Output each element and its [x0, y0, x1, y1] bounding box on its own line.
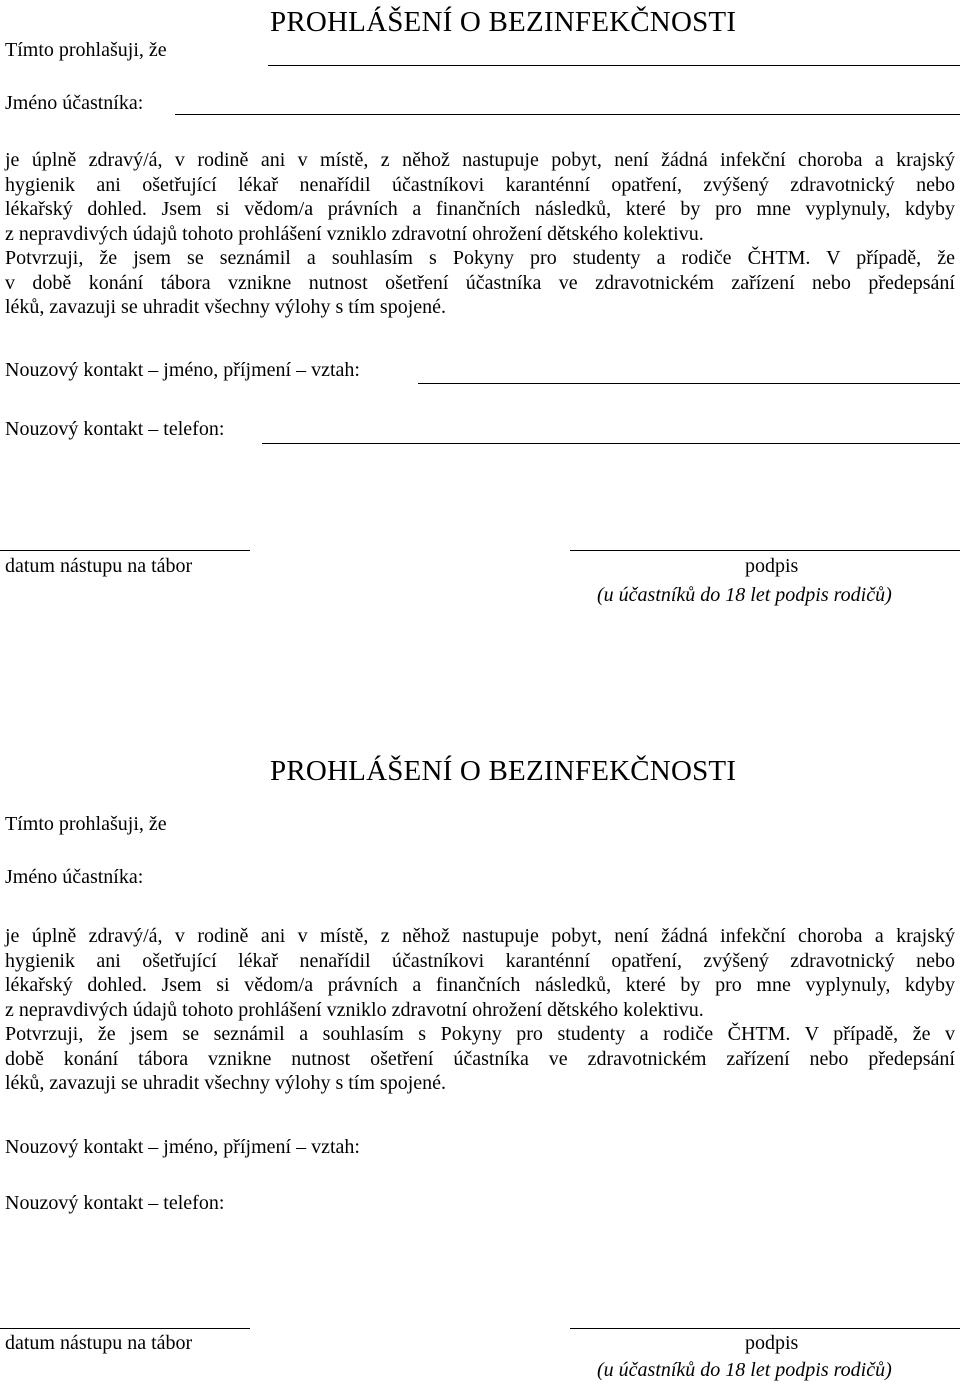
declaration-line: léků, zavazuji se uhradit všechny výlohy s tím spojené.: [5, 296, 447, 318]
declaration-line: Potvrzuji, že jsem se seznámil a souhlasím s Pokyny pro studenty a rodiče ČHTM. V případě, že: [5, 247, 955, 269]
declaration-line: lékařský dohled. Jsem si vědom/a právních a finančních následků, které by pro mne vyplynuly, kdyby: [5, 974, 955, 996]
date-label: datum nástupu na tábor: [5, 555, 193, 577]
date-field-line[interactable]: [0, 1328, 250, 1329]
intro-label: Tímto prohlašuji, že: [5, 813, 167, 835]
emergency-phone-label: Nouzový kontakt – telefon:: [5, 418, 225, 440]
emergency-phone-label: Nouzový kontakt – telefon:: [5, 1192, 225, 1214]
intro-label: Tímto prohlašuji, že: [5, 39, 167, 61]
signature-note: (u účastníků do 18 let podpis rodičů): [597, 584, 892, 606]
declaration-line: hygienik ani ošetřující lékař nenařídil účastníkovi karanténní opatření, zvýšený zdravotnický nebo: [5, 173, 955, 196]
participant-name-label: Jméno účastníka:: [5, 92, 144, 114]
signature-note: (u účastníků do 18 let podpis rodičů): [597, 1359, 892, 1381]
date-label: datum nástupu na tábor: [5, 1332, 193, 1354]
declaration-line: v době konání tábora vznikne nutnost ošetření účastníka ve zdravotnickém zařízení nebo předepsání: [5, 271, 955, 294]
emergency-contact-label: Nouzový kontakt – jméno, příjmení – vztah:: [5, 1136, 360, 1158]
declaration-line: Potvrzuji, že jsem se seznámil a souhlasím s Pokyny pro studenty a rodiče ČHTM. V případě, že v: [5, 1023, 955, 1045]
declaration-text: [5, 924, 955, 1096]
declaration-line: je úplně zdravý/á, v rodině ani v místě, z něhož nastupuje pobyt, není žádná infekční choroba a krajský: [5, 149, 955, 171]
declaration-line: hygienik ani ošetřující lékař nenařídil účastníkovi karanténní opatření, zvýšený zdravotnický nebo: [5, 949, 955, 972]
signature-label: podpis: [745, 1332, 799, 1354]
declaration-line: době konání tábora vznikne nutnost ošetření účastníka ve zdravotnickém zařízení nebo předepsání: [5, 1047, 955, 1070]
declaration-line: léků, zavazuji se uhradit všechny výlohy s tím spojené.: [5, 1072, 447, 1094]
signature-label: podpis: [745, 555, 799, 577]
declaration-line: z nepravdivých údajů tohoto prohlášení vzniklo zdravotní ohrožení dětského kolektivu.: [5, 222, 704, 245]
form-title: PROHLÁŠENÍ O BEZINFEKČNOSTI: [270, 6, 737, 38]
participant-name-label: Jméno účastníka:: [5, 866, 144, 888]
declaration-line: lékařský dohled. Jsem si vědom/a právních a finančních následků, které by pro mne vyplynuly, kdyby: [5, 198, 955, 220]
declaration-line: je úplně zdravý/á, v rodině ani v místě, z něhož nastupuje pobyt, není žádná infekční choroba a krajský: [5, 925, 955, 947]
form-title: PROHLÁŠENÍ O BEZINFEKČNOSTI: [270, 755, 737, 787]
signature-field-line[interactable]: [570, 1328, 960, 1329]
emergency-contact-label: Nouzový kontakt – jméno, příjmení – vztah:: [5, 359, 360, 381]
declaration-line: z nepravdivých údajů tohoto prohlášení vzniklo zdravotní ohrožení dětského kolektivu.: [5, 998, 704, 1021]
